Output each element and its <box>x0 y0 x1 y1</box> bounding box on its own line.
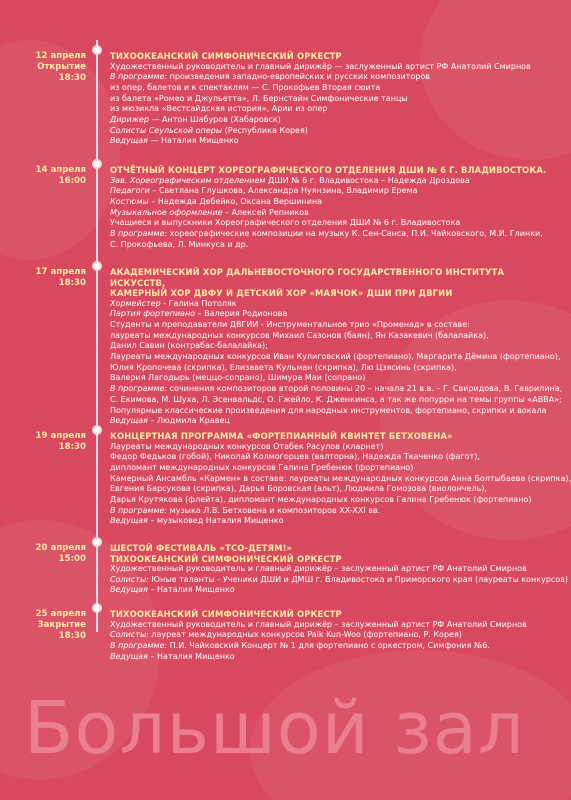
event-line <box>110 564 560 575</box>
event-line-text: Данил Савин (контрабас-балалайка); <box>110 341 268 351</box>
timeline-dot <box>92 45 102 55</box>
event-line <box>110 395 560 406</box>
event-line-text: (Республика Корея) <box>222 125 308 135</box>
event-line-role: В программе: <box>110 384 168 394</box>
event-line <box>110 452 560 463</box>
timeline-dot <box>92 537 102 547</box>
event-date <box>0 609 86 642</box>
event-line-text: — Наталия Мищенко <box>147 136 239 146</box>
event-line <box>110 94 560 105</box>
event-line <box>110 309 560 320</box>
event-line <box>110 384 563 395</box>
event-label: Открытие <box>37 62 86 72</box>
event-date <box>0 51 86 84</box>
event-line <box>110 352 560 363</box>
event-line <box>110 463 560 474</box>
event-line-role: Педагоги <box>110 186 150 196</box>
event-date <box>0 267 86 289</box>
event-line <box>110 442 560 453</box>
event-line <box>110 331 560 342</box>
event-line <box>110 83 560 94</box>
event-line-role: Солисты Сеульской оперы <box>110 125 223 135</box>
event-line <box>110 495 560 506</box>
event-line-text: из балета «Ромео и Джульетта», Л. Бернстайн Симфонические танцы <box>110 93 408 103</box>
event-line-role: В программе: <box>110 72 168 82</box>
event-line-text: С. Екимова, М. Шуха, Л. Эсенвальдс, О. Гжейло, К. Дженкинса, а так же попурри на темы группы «АВВА»; <box>110 394 562 404</box>
event-line <box>110 620 560 631</box>
event-line <box>110 186 560 197</box>
event-line-text: Федор Федьков (гобой), Николай Колмогорцев (валторна), Надежда Ткаченко (фагот), <box>110 452 480 462</box>
event-line-text: – Валерия Родионова <box>195 309 288 319</box>
event-time: 18:30 <box>58 442 86 452</box>
event-line-text: Студенты и преподаватели ДВГИИ - Инструментальное трио «Променад» в составе: <box>110 319 470 329</box>
event-line-text: ДШИ № 6 г. Владивостока – Надежда Дроздова <box>265 175 470 185</box>
event-title: КАМЕРНЫЙ ХОР ДВФУ И ДЕТСКИЙ ХОР «МАЯЧОК» ДШИ ПРИ ДВГИИ <box>110 288 453 298</box>
event-line-text: Камерный Ансамбль «Кармен» в составе: лауреаты международных конкурсов Анна Болтыбаева (скрипка), <box>110 473 571 483</box>
event-title: ТИХООКЕАНСКИЙ СИМФОНИЧЕСКИЙ ОРКЕСТР <box>110 51 342 61</box>
event-line-role: Костюмы <box>110 196 149 206</box>
event-line-role: Музыкальное оформление <box>110 207 223 217</box>
event-title: ОТЧЁТНЫЙ КОНЦЕРТ ХОРЕОГРАФИЧЕСКОГО ОТДЕЛЕНИЯ ДШИ № 6 Г. ВЛАДИВОСТОКА. <box>110 165 547 175</box>
event-line-text: произведения западно-европейских и русских композиторов <box>167 72 430 82</box>
event-line <box>110 373 560 384</box>
event-line-text: Валерия Лагодырь (меццо-сопрано), Шимура Маи (сопрано) <box>110 373 366 383</box>
event-line <box>110 299 560 310</box>
event-line-text: – Алексей Репников <box>222 207 309 217</box>
event-line-role: Зав. Хореографическим отделением <box>110 175 266 185</box>
event-line <box>110 240 560 251</box>
event-line-text: Художественный руководитель и главный дирижёр – заслуженный артист РФ Анатолий Смирнов <box>110 619 527 629</box>
event-line-role: Солисты: <box>110 630 149 640</box>
event-line-text: из опер, балетов и к спектаклям — С. Прокофьев Вторая сюита <box>110 82 381 92</box>
event-content <box>110 267 563 427</box>
event-line <box>110 126 560 137</box>
event-line-text: С. Прокофьева, Л. Минкуса и др. <box>110 239 249 249</box>
event-line-role: Ведущая <box>110 136 148 146</box>
event-time: 16:00 <box>58 176 86 186</box>
event-line <box>110 104 560 115</box>
event-line <box>110 341 560 352</box>
event-title: АКАДЕМИЧЕСКИЙ ХОР ДАЛЬНЕВОСТОЧНОГО ГОСУДАРСТВЕННОГО ИНСТИТУТА ИСКУССТВ, <box>110 267 505 288</box>
event-line <box>110 484 560 495</box>
event-line <box>110 473 571 485</box>
event-line <box>110 136 560 147</box>
event-line-role: Ведущая <box>110 585 148 595</box>
event-line-text: – Наталия Мищенко <box>147 585 235 595</box>
event-line-text: – Светлана Глушкова, Александра Нуянзина, Владимир Ерема <box>149 186 418 196</box>
event-line-text: Художественный руководитель и главный дирижёр — заслуженный артист РФ Анатолий Смирнов <box>110 61 531 71</box>
event-title: ШЕСТОЙ ФЕСТИВАЛЬ «ТСО-ДЕТЯМ!» <box>110 543 293 553</box>
event-line <box>110 406 560 417</box>
event-line-text: Художественный руководитель и главный дирижёр – заслуженный артист РФ Анатолий Смирнов <box>110 564 527 573</box>
event-line <box>110 641 560 652</box>
event-line <box>110 585 560 596</box>
event-day: 12 апреля <box>35 51 86 61</box>
event-line-text: Учащиеся и выпускники Хореографического отделения ДШИ № 6 г. Владивостока <box>110 218 461 228</box>
event-line-role: Хормейстер <box>110 298 161 308</box>
event-time: 18:30 <box>58 73 86 83</box>
event-line <box>110 208 560 219</box>
event-line-text: П.И. Чайковский Концерт № 1 для фортепиано с оркестром, Симфония №6. <box>167 640 490 650</box>
event-line-text: из мюзикла «Вестсайдская история», Арии из опер <box>110 104 328 114</box>
event-line-role: Дирижер <box>110 115 149 125</box>
event-title: КОНЦЕРТНАЯ ПРОГРАММА «ФОРТЕПИАННЫЙ КВИНТЕТ БЕТХОВЕНА» <box>110 431 453 441</box>
event-line <box>110 72 560 83</box>
event-line <box>110 115 560 126</box>
event-line-text: – Надежда Дебейко, Оксана Вершинина <box>148 196 323 206</box>
event-line <box>110 506 560 517</box>
event-content <box>110 609 560 662</box>
event-line-text: Дарья Крутякова (флейта), дипломант международных конкурсов Галина Гребенюк (фортепиано) <box>110 495 532 505</box>
timeline-dot <box>92 261 102 271</box>
event-content <box>110 51 560 147</box>
event-line <box>110 630 560 641</box>
event-line-role: В программе: <box>110 505 168 515</box>
event-line <box>110 574 569 586</box>
event-line-text: хореографические композиции на музыку К. Сен-Санса, П.И. Чайковского, М.И. Глинки, <box>167 229 543 239</box>
event-line-text: – Людмила Кравец <box>147 416 230 426</box>
event-title: ТИХООКЕАНСКИЙ СИМФОНИЧЕСКИЙ ОРКЕСТР <box>110 609 342 619</box>
event-date <box>0 431 86 453</box>
event-line-text: – музыковед Наталия Мищенко <box>147 516 284 526</box>
event-content <box>110 543 569 596</box>
event-line-text: — Антон Шабуров (Хабаровск) <box>148 115 281 125</box>
event-line-text: - Галина Потоляк <box>160 298 237 308</box>
hall-title: Большой зал <box>24 686 525 770</box>
event-line <box>110 62 560 73</box>
timeline-dot <box>92 603 102 613</box>
event-line <box>110 416 560 427</box>
event-line-text: лауреат международных конкурсов Paik Kun-Woo (фортепиано, Р. Корея) <box>148 630 462 640</box>
event-line-text: Популярные классические произведения для народных инструментов, фортепиано, скрипки и вокала <box>110 405 547 415</box>
event-line-role: Ведущая <box>110 516 148 526</box>
event-line-text: – Наталия Мищенко <box>147 651 235 661</box>
event-line <box>110 516 560 527</box>
event-line-text: сочинения композиторов второй половины 20 – начала 21 в.в. – Г. Свиридова, В. Гаврилина, <box>167 384 563 394</box>
timeline-dot <box>92 425 102 435</box>
event-line-role: Ведущая <box>110 651 148 661</box>
event-content <box>110 165 560 250</box>
event-line-text: Евгения Барсукова (скрипка), Дарья Боровская (альт), Людмила Гомозова (виолончель), <box>110 484 487 494</box>
event-day: 19 апреля <box>35 431 86 441</box>
event-time: 18:30 <box>58 278 86 288</box>
event-day: 25 апреля <box>35 609 86 619</box>
event-day: 20 апреля <box>35 543 86 553</box>
event-line-text: дипломант международных конкурсов Галина Гребенюк (фортепиано) <box>110 462 414 472</box>
event-line <box>110 229 560 240</box>
event-line-text: Лауреаты международных конкурсов Отабек Расулов (кларнет) <box>110 441 384 451</box>
event-date <box>0 543 86 565</box>
event-line-text: музыка Л.В. Бетховена и композиторов XX-XXI вв. <box>167 505 381 515</box>
event-line-text: Юные таланты - Ученики ДШИ и ДМШ г. Владивостока и Приморского края (лауреаты конкурсов) <box>148 574 569 584</box>
event-line <box>110 652 560 663</box>
event-line-role: Солисты: <box>110 574 149 584</box>
event-line-text: Лауреаты международных конкурсов Иван Кулиговский (фортепиано), Маргарита Дёмина (фортепиано), <box>110 352 561 362</box>
event-label: Закрытие <box>37 620 86 630</box>
event-line-role: Ведущая <box>110 416 148 426</box>
event-line <box>110 320 560 331</box>
event-line-role: Партия фортепиано <box>110 309 196 319</box>
event-content <box>110 431 571 527</box>
event-line <box>110 197 560 208</box>
event-time: 18:30 <box>58 631 86 641</box>
event-line-role: В программе: <box>110 229 168 239</box>
event-line <box>110 176 560 187</box>
event-day: 14 апреля <box>35 165 86 175</box>
event-time: 15:00 <box>58 554 86 564</box>
event-line-text: лауреаты международных конкурсов Михаил Сазонов (баян), Ян Казакевич (балалайка), <box>110 330 489 340</box>
event-line <box>110 363 560 374</box>
event-title: ТИХООКЕАНСКИЙ СИМФОНИЧЕСКИЙ ОРКЕСТР <box>110 553 342 564</box>
event-line-text: Юлия Кропочева (скрипка), Елизавета Кульман (скрипка), Лю Цзясинь (скрипка), <box>110 362 457 372</box>
event-line-role: В программе: <box>110 640 168 650</box>
event-date <box>0 165 86 187</box>
event-day: 17 апреля <box>35 267 86 277</box>
event-line <box>110 218 560 229</box>
timeline-dot <box>92 159 102 169</box>
